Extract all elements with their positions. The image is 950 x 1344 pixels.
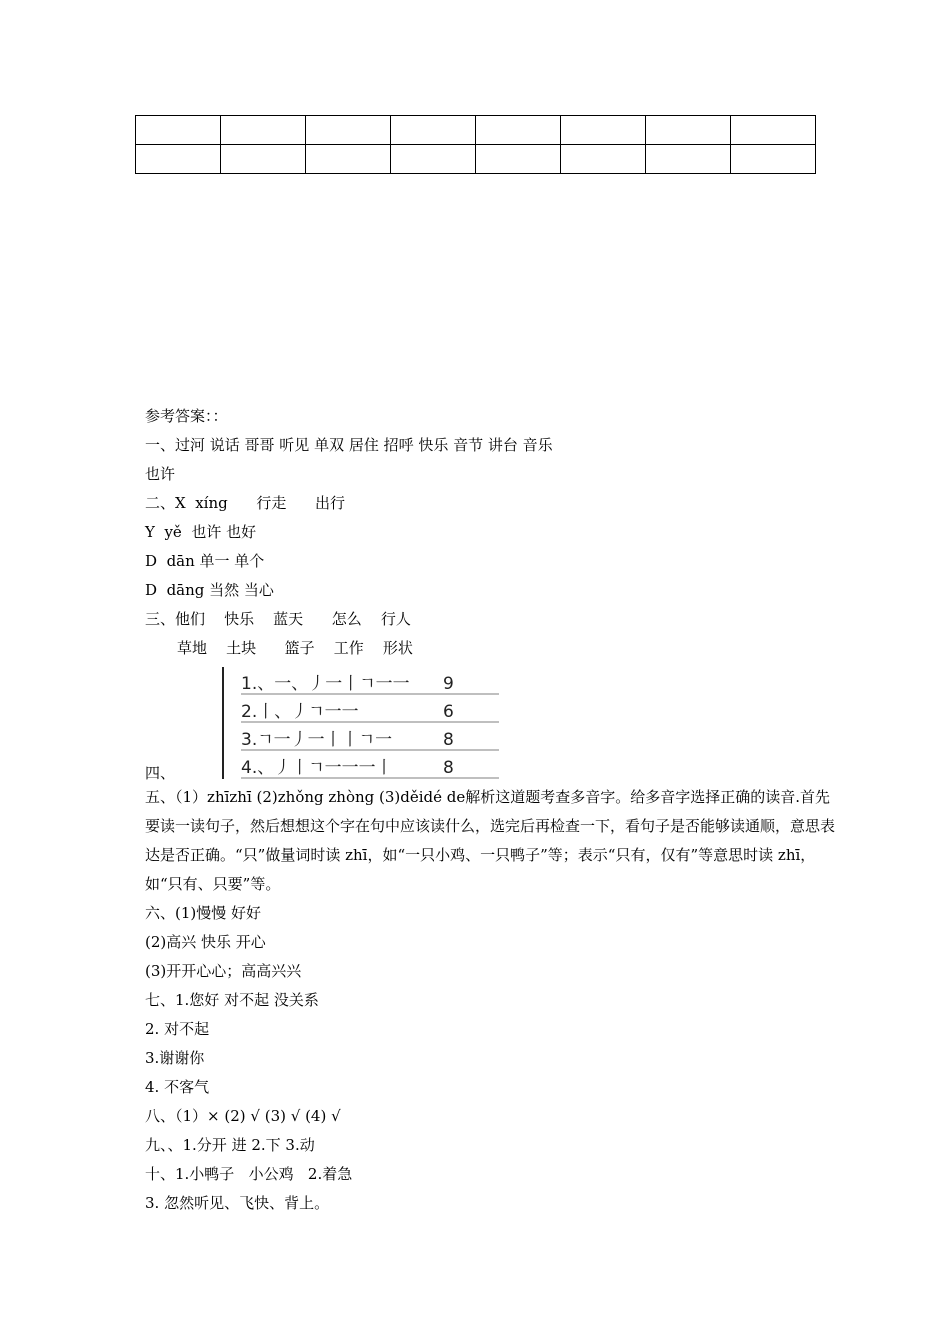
answer-after-3: (3)开开心心；高高兴兴 bbox=[145, 962, 302, 980]
table-cell bbox=[306, 116, 391, 145]
table-cell bbox=[221, 116, 306, 145]
table-cell bbox=[391, 145, 476, 174]
q4-label: 四、 bbox=[145, 764, 176, 782]
table-cell bbox=[561, 145, 646, 174]
q4-row bbox=[145, 663, 835, 783]
answer-after-8: 八、（1）× (2) √ (3) √ (4) √ bbox=[145, 1107, 341, 1125]
table-cell bbox=[646, 116, 731, 145]
table-row bbox=[136, 145, 816, 174]
table-cell bbox=[391, 116, 476, 145]
answer-line-4: Y yě 也许 也好 bbox=[145, 523, 257, 541]
answer-line-2: 也许 bbox=[145, 465, 176, 483]
answer-after-5: 2. 对不起 bbox=[145, 1020, 210, 1038]
stroke-row-2-text: 2.丨、丿ㄱ一一 bbox=[241, 702, 359, 722]
answer-line-6: D dāng 当然 当心 bbox=[145, 581, 274, 599]
table-cell bbox=[646, 145, 731, 174]
stroke-row-1-text: 1.、一、丿一丨ㄱ一一 bbox=[241, 674, 410, 694]
answer-after-11: 3. 忽然听见、飞快、背上。 bbox=[145, 1194, 330, 1212]
stroke-row-4-count: 8 bbox=[443, 758, 454, 778]
answer-line-3: 二、X xíng 行走 出行 bbox=[145, 494, 345, 512]
answer-heading: 参考答案：： bbox=[145, 407, 228, 425]
table-cell bbox=[221, 145, 306, 174]
table-cell bbox=[561, 116, 646, 145]
stroke-row-3-text: 3.ㄱ一丿一丨丨ㄱ一 bbox=[241, 730, 393, 750]
table-cell bbox=[476, 145, 561, 174]
answer-after-4: 七、1.您好 对不起 没关系 bbox=[145, 991, 319, 1009]
table-cell bbox=[136, 116, 221, 145]
stroke-row-3-count: 8 bbox=[443, 730, 454, 750]
blank-answer-table bbox=[135, 115, 816, 174]
table-cell bbox=[731, 145, 816, 174]
answer-after-1: 六、(1)慢慢 好好 bbox=[145, 904, 262, 922]
answer-after-7: 4. 不客气 bbox=[145, 1078, 210, 1096]
stroke-order-image bbox=[221, 665, 501, 783]
answer-line-7: 三、他们 快乐 蓝天 怎么 行人 bbox=[145, 610, 411, 628]
stroke-row-4-text: 4.、丿丨ㄱ一一一丨 bbox=[241, 758, 393, 778]
answer-after-10: 十、1.小鸭子 小公鸡 2.着急 bbox=[145, 1165, 353, 1183]
table-cell bbox=[476, 116, 561, 145]
answer-line-5: D dān 单一 单个 bbox=[145, 552, 265, 570]
stroke-row-1-count: 9 bbox=[443, 674, 454, 694]
answer-q5: 五、（1）zhīzhī (2)zhǒng zhòng (3)děidé de解析这道题考查多音字。给多音字选择正确的读音.首先要读一读句子，然后想想这个字在句中应该读什么，选完后再检查一下，看句子是否能够读通顺，意思表达是否正确。“只”做量词时读 zhī，如“一只小鸡、一只鸭子”等；表示“只有，仅有”等意思时读 zhī，如“只有、只要”等。 bbox=[145, 788, 836, 893]
table-cell bbox=[306, 145, 391, 174]
answer-after-9: 九、、1.分开 进 2.下 3.动 bbox=[145, 1136, 315, 1154]
answer-after-6: 3.谢谢你 bbox=[145, 1049, 205, 1067]
answer-line-8: 草地 土块 篮子 工作 形状 bbox=[177, 639, 413, 657]
answer-key bbox=[145, 402, 835, 1218]
table-row bbox=[136, 116, 816, 145]
table-cell bbox=[731, 116, 816, 145]
answer-line-1: 一、过河 说话 哥哥 听见 单双 居住 招呼 快乐 音节 讲台 音乐 bbox=[145, 436, 553, 454]
answer-after-2: (2)高兴 快乐 开心 bbox=[145, 933, 266, 951]
table-cell bbox=[136, 145, 221, 174]
stroke-row-2-count: 6 bbox=[443, 702, 454, 722]
